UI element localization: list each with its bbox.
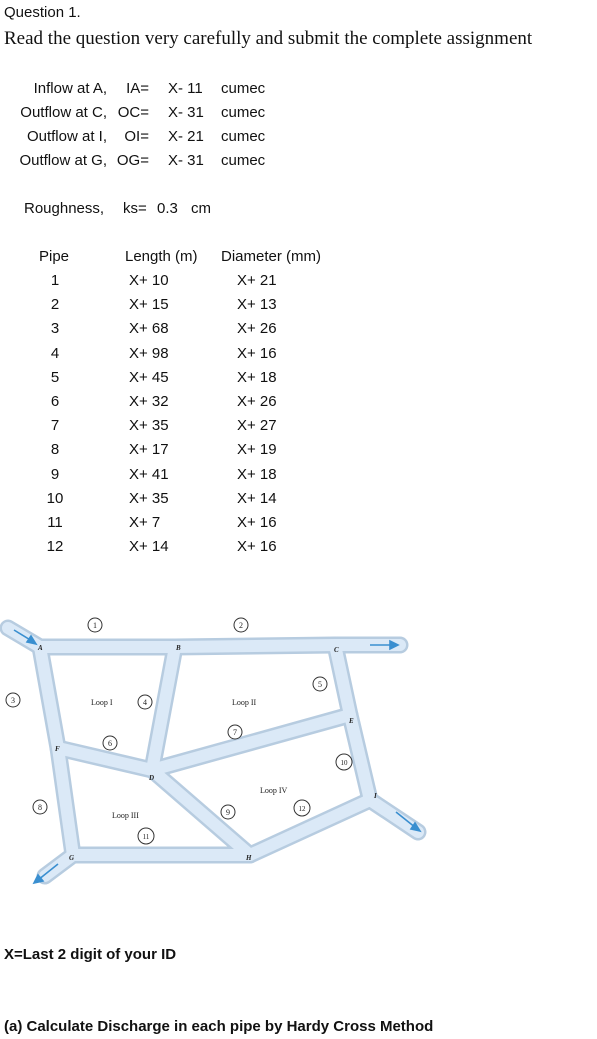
table-cell-diameter: X+ 13 [237, 296, 277, 313]
node-label-d: D [149, 774, 155, 782]
table-header-pipe: Pipe [39, 248, 70, 265]
node-label-g: G [69, 854, 75, 862]
flow-unit: cumec [221, 80, 266, 97]
pipe-number-6: 6 [108, 739, 112, 748]
node-label-h: H [246, 854, 252, 862]
node-label-f: F [55, 745, 60, 753]
loop-label-4: Loop IV [260, 786, 288, 795]
flow-unit: cumec [221, 104, 266, 121]
pipe-number-2: 2 [239, 621, 243, 630]
flow-symbol: OG= [116, 152, 149, 169]
table-cell-pipe: 1 [50, 272, 60, 289]
roughness-value: 0.3 [157, 200, 178, 217]
node-label-b: B [176, 644, 181, 652]
table-cell-length: X+ 98 [129, 345, 169, 362]
roughness-unit: cm [191, 200, 211, 217]
table-cell-pipe: 2 [50, 296, 60, 313]
table-cell-length: X+ 15 [129, 296, 169, 313]
flow-value: X- 31 [168, 104, 204, 121]
roughness-label: Roughness, [24, 200, 105, 217]
flow-unit: cumec [221, 152, 266, 169]
part-a-task: (a) Calculate Discharge in each pipe by Hardy Cross Method [4, 1018, 434, 1035]
pipe-number-12: 12 [298, 805, 306, 813]
flow-label: Outflow at I, [26, 128, 107, 145]
x-definition-note: X=Last 2 digit of your ID [4, 946, 177, 963]
pipe-number-11: 11 [142, 833, 150, 841]
loop-label-3: Loop III [112, 811, 139, 820]
table-cell-length: X+ 68 [129, 320, 169, 337]
flow-symbol: OI= [124, 128, 149, 145]
table-cell-length: X+ 45 [129, 369, 169, 386]
flow-symbol: OC= [117, 104, 149, 121]
table-cell-length: X+ 17 [129, 441, 169, 458]
pipe-number-9: 9 [226, 808, 230, 817]
table-cell-pipe: 6 [50, 393, 60, 410]
node-label-a: A [38, 644, 43, 652]
pipe-number-3: 3 [11, 696, 15, 705]
pipe-network-diagram [0, 600, 597, 900]
pipe-network [8, 628, 418, 876]
table-cell-length: X+ 32 [129, 393, 169, 410]
table-cell-length: X+ 14 [129, 538, 169, 555]
flow-label: Inflow at A, [33, 80, 107, 97]
table-cell-pipe: 3 [50, 320, 60, 337]
table-cell-diameter: X+ 21 [237, 272, 277, 289]
flow-value: X- 21 [168, 128, 204, 145]
question-title: Question 1. [4, 4, 81, 21]
table-cell-pipe: 10 [46, 490, 64, 507]
table-cell-diameter: X+ 18 [237, 369, 277, 386]
loop-label-2: Loop II [232, 698, 257, 707]
flow-label: Outflow at G, [19, 152, 107, 169]
table-cell-diameter: X+ 26 [237, 393, 277, 410]
table-header-length: Length (m) [125, 248, 198, 265]
table-cell-pipe: 12 [46, 538, 64, 555]
table-cell-pipe: 7 [50, 417, 60, 434]
table-cell-pipe: 5 [50, 369, 60, 386]
table-cell-pipe: 4 [50, 345, 60, 362]
pipe-number-1: 1 [93, 621, 97, 630]
flow-value: X- 11 [168, 80, 203, 97]
table-cell-diameter: X+ 16 [237, 514, 277, 531]
table-cell-pipe: 9 [50, 466, 60, 483]
loop-label-1: Loop I [91, 698, 113, 707]
table-cell-length: X+ 35 [129, 417, 169, 434]
table-cell-length: X+ 35 [129, 490, 169, 507]
table-cell-diameter: X+ 26 [237, 320, 277, 337]
node-label-c: C [334, 646, 339, 654]
table-header-diameter: Diameter (mm) [221, 248, 321, 265]
table-cell-diameter: X+ 14 [237, 490, 277, 507]
node-label-i: I [374, 792, 377, 800]
roughness-symbol: ks= [123, 200, 147, 217]
table-cell-diameter: X+ 16 [237, 345, 277, 362]
instruction-text: Read the question very carefully and submit the complete assignment [4, 28, 533, 49]
pipe-number-10: 10 [340, 759, 348, 767]
pipe-number-8: 8 [38, 803, 42, 812]
table-cell-diameter: X+ 18 [237, 466, 277, 483]
flow-symbol: IA= [126, 80, 149, 97]
pipe-number-7: 7 [233, 728, 237, 737]
table-cell-length: X+ 10 [129, 272, 169, 289]
table-cell-length: X+ 41 [129, 466, 169, 483]
flow-label: Outflow at C, [20, 104, 107, 121]
pipe-number-4: 4 [143, 698, 147, 707]
table-cell-diameter: X+ 16 [237, 538, 277, 555]
flow-unit: cumec [221, 128, 266, 145]
table-cell-length: X+ 7 [129, 514, 161, 531]
table-cell-diameter: X+ 19 [237, 441, 277, 458]
flow-value: X- 31 [168, 152, 204, 169]
node-label-e: E [349, 717, 354, 725]
table-cell-diameter: X+ 27 [237, 417, 277, 434]
table-cell-pipe: 11 [47, 514, 63, 531]
table-cell-pipe: 8 [50, 441, 60, 458]
pipe-number-5: 5 [318, 680, 322, 689]
